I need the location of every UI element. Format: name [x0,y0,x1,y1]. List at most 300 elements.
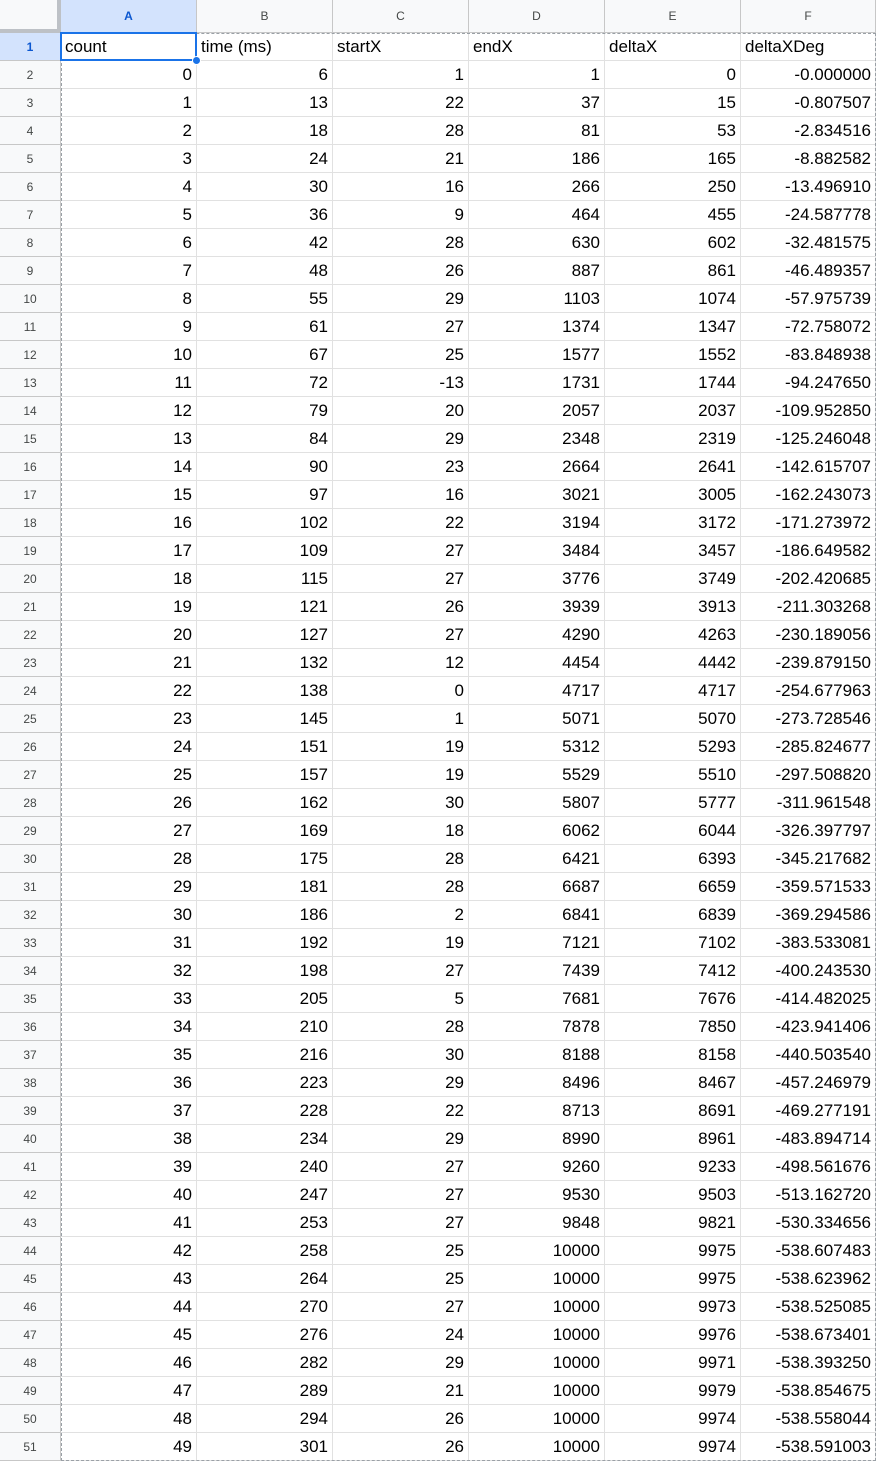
row-header-42[interactable]: 42 [0,1181,61,1209]
table-cell[interactable]: 28 [333,845,469,873]
row-header-2[interactable]: 2 [0,61,61,89]
table-cell[interactable]: 8 [61,285,197,313]
table-cell[interactable]: 186 [197,901,333,929]
table-cell[interactable]: 2664 [469,453,605,481]
table-cell[interactable]: -24.587778 [741,201,876,229]
table-cell[interactable]: 115 [197,565,333,593]
table-cell[interactable]: 22 [61,677,197,705]
table-cell[interactable]: 250 [605,173,741,201]
table-cell[interactable]: 9233 [605,1153,741,1181]
table-cell[interactable]: 276 [197,1321,333,1349]
table-cell[interactable]: 7 [61,257,197,285]
table-cell[interactable]: 228 [197,1097,333,1125]
table-cell[interactable]: 9 [333,201,469,229]
table-cell[interactable]: 4454 [469,649,605,677]
table-cell[interactable]: -513.162720 [741,1181,876,1209]
table-cell[interactable]: 19 [333,929,469,957]
table-cell[interactable]: 223 [197,1069,333,1097]
table-cell[interactable]: 9848 [469,1209,605,1237]
table-cell[interactable]: 61 [197,313,333,341]
table-cell[interactable]: 266 [469,173,605,201]
table-cell[interactable]: 35 [61,1041,197,1069]
table-cell[interactable]: -538.623962 [741,1265,876,1293]
table-cell[interactable]: 132 [197,649,333,677]
row-header-10[interactable]: 10 [0,285,61,313]
table-cell[interactable]: 3172 [605,509,741,537]
row-header-37[interactable]: 37 [0,1041,61,1069]
table-cell[interactable]: 109 [197,537,333,565]
table-cell[interactable]: -538.607483 [741,1237,876,1265]
table-cell[interactable]: 28 [333,229,469,257]
table-cell[interactable]: 5529 [469,761,605,789]
row-header-17[interactable]: 17 [0,481,61,509]
table-cell[interactable]: 28 [333,1013,469,1041]
table-cell[interactable]: 3005 [605,481,741,509]
table-cell[interactable]: -457.246979 [741,1069,876,1097]
table-cell[interactable]: 0 [605,61,741,89]
table-cell[interactable]: 10000 [469,1265,605,1293]
row-header-21[interactable]: 21 [0,593,61,621]
table-cell[interactable]: 138 [197,677,333,705]
table-cell[interactable]: 3 [61,145,197,173]
table-cell[interactable]: 20 [333,397,469,425]
table-cell[interactable]: 7121 [469,929,605,957]
table-cell[interactable]: 9976 [605,1321,741,1349]
column-title-cell[interactable]: deltaXDeg [741,33,876,61]
table-cell[interactable]: -186.649582 [741,537,876,565]
table-cell[interactable]: -345.217682 [741,845,876,873]
row-header-16[interactable]: 16 [0,453,61,481]
table-cell[interactable]: 270 [197,1293,333,1321]
table-cell[interactable]: 8188 [469,1041,605,1069]
table-cell[interactable]: -538.558044 [741,1405,876,1433]
table-cell[interactable]: 186 [469,145,605,173]
table-cell[interactable]: 33 [61,985,197,1013]
table-cell[interactable]: 42 [197,229,333,257]
column-header-f[interactable]: F [741,0,876,33]
table-cell[interactable]: 27 [333,1153,469,1181]
table-cell[interactable]: 169 [197,817,333,845]
table-cell[interactable]: 37 [469,89,605,117]
table-cell[interactable]: 1552 [605,341,741,369]
table-cell[interactable]: -369.294586 [741,901,876,929]
table-cell[interactable]: -359.571533 [741,873,876,901]
row-header-6[interactable]: 6 [0,173,61,201]
table-cell[interactable]: 25 [333,1265,469,1293]
table-cell[interactable]: 6421 [469,845,605,873]
table-cell[interactable]: 45 [61,1321,197,1349]
table-cell[interactable]: 1 [333,705,469,733]
table-cell[interactable]: 9973 [605,1293,741,1321]
table-cell[interactable]: 19 [333,761,469,789]
table-cell[interactable]: 2641 [605,453,741,481]
table-cell[interactable]: 162 [197,789,333,817]
row-header-34[interactable]: 34 [0,957,61,985]
table-cell[interactable]: 28 [61,845,197,873]
table-cell[interactable]: 151 [197,733,333,761]
table-cell[interactable]: 1744 [605,369,741,397]
table-cell[interactable]: 6393 [605,845,741,873]
row-header-49[interactable]: 49 [0,1377,61,1405]
table-cell[interactable]: -13 [333,369,469,397]
table-cell[interactable]: 26 [333,1433,469,1461]
table-cell[interactable]: 2057 [469,397,605,425]
table-cell[interactable]: 42 [61,1237,197,1265]
table-cell[interactable]: -32.481575 [741,229,876,257]
table-cell[interactable]: 23 [333,453,469,481]
table-cell[interactable]: 24 [197,145,333,173]
table-cell[interactable]: 8158 [605,1041,741,1069]
table-cell[interactable]: -423.941406 [741,1013,876,1041]
table-cell[interactable]: -538.591003 [741,1433,876,1461]
table-cell[interactable]: -483.894714 [741,1125,876,1153]
row-header-31[interactable]: 31 [0,873,61,901]
table-cell[interactable]: -8.882582 [741,145,876,173]
table-cell[interactable]: 1074 [605,285,741,313]
row-header-25[interactable]: 25 [0,705,61,733]
table-cell[interactable]: 5070 [605,705,741,733]
row-header-28[interactable]: 28 [0,789,61,817]
table-cell[interactable]: -400.243530 [741,957,876,985]
table-cell[interactable]: 127 [197,621,333,649]
table-cell[interactable]: 27 [333,1209,469,1237]
table-cell[interactable]: 16 [61,509,197,537]
table-cell[interactable]: 5312 [469,733,605,761]
table-cell[interactable]: 455 [605,201,741,229]
table-cell[interactable]: 1 [469,61,605,89]
table-cell[interactable]: 210 [197,1013,333,1041]
table-cell[interactable]: -2.834516 [741,117,876,145]
table-cell[interactable]: 17 [61,537,197,565]
table-cell[interactable]: 55 [197,285,333,313]
table-cell[interactable]: 2319 [605,425,741,453]
table-cell[interactable]: 14 [61,453,197,481]
table-cell[interactable]: 2348 [469,425,605,453]
table-cell[interactable]: 22 [333,1097,469,1125]
table-cell[interactable]: 630 [469,229,605,257]
table-cell[interactable]: 32 [61,957,197,985]
row-header-11[interactable]: 11 [0,313,61,341]
table-cell[interactable]: 7850 [605,1013,741,1041]
table-cell[interactable]: 28 [333,117,469,145]
table-cell[interactable]: 6659 [605,873,741,901]
table-cell[interactable]: 6062 [469,817,605,845]
table-cell[interactable]: 247 [197,1181,333,1209]
table-cell[interactable]: 20 [61,621,197,649]
table-cell[interactable]: 11 [61,369,197,397]
table-cell[interactable]: 8713 [469,1097,605,1125]
table-cell[interactable]: 16 [333,173,469,201]
row-header-45[interactable]: 45 [0,1265,61,1293]
table-cell[interactable]: 30 [333,1041,469,1069]
table-cell[interactable]: 29 [333,1125,469,1153]
table-cell[interactable]: 8496 [469,1069,605,1097]
table-cell[interactable]: -125.246048 [741,425,876,453]
table-cell[interactable]: 29 [333,1069,469,1097]
table-cell[interactable]: 7102 [605,929,741,957]
table-cell[interactable]: 121 [197,593,333,621]
table-cell[interactable]: 30 [197,173,333,201]
table-cell[interactable]: 9974 [605,1405,741,1433]
table-cell[interactable]: 5071 [469,705,605,733]
table-cell[interactable]: 27 [333,313,469,341]
table-cell[interactable]: 38 [61,1125,197,1153]
table-cell[interactable]: -440.503540 [741,1041,876,1069]
table-cell[interactable]: 602 [605,229,741,257]
table-cell[interactable]: 5777 [605,789,741,817]
table-cell[interactable]: -94.247650 [741,369,876,397]
table-cell[interactable]: 8961 [605,1125,741,1153]
table-cell[interactable]: 81 [469,117,605,145]
row-header-15[interactable]: 15 [0,425,61,453]
table-cell[interactable]: 25 [333,1237,469,1265]
table-cell[interactable]: -297.508820 [741,761,876,789]
table-cell[interactable]: 12 [333,649,469,677]
column-header-d[interactable]: D [469,0,605,33]
table-cell[interactable]: -273.728546 [741,705,876,733]
table-cell[interactable]: 6839 [605,901,741,929]
row-header-20[interactable]: 20 [0,565,61,593]
table-cell[interactable]: 5 [333,985,469,1013]
column-header-c[interactable]: C [333,0,469,33]
table-cell[interactable]: 3749 [605,565,741,593]
table-cell[interactable]: 1731 [469,369,605,397]
table-cell[interactable]: 3913 [605,593,741,621]
table-cell[interactable]: -538.525085 [741,1293,876,1321]
table-cell[interactable]: 90 [197,453,333,481]
row-header-44[interactable]: 44 [0,1237,61,1265]
row-header-24[interactable]: 24 [0,677,61,705]
row-header-35[interactable]: 35 [0,985,61,1013]
table-cell[interactable]: 4442 [605,649,741,677]
table-cell[interactable]: 27 [333,621,469,649]
table-cell[interactable]: -538.854675 [741,1377,876,1405]
row-header-7[interactable]: 7 [0,201,61,229]
table-cell[interactable]: 10000 [469,1293,605,1321]
table-cell[interactable]: -383.533081 [741,929,876,957]
table-cell[interactable]: 48 [197,257,333,285]
row-header-1[interactable]: 1 [0,33,61,61]
table-cell[interactable]: -0.807507 [741,89,876,117]
row-header-23[interactable]: 23 [0,649,61,677]
table-cell[interactable]: -538.673401 [741,1321,876,1349]
table-cell[interactable]: 40 [61,1181,197,1209]
table-cell[interactable]: 198 [197,957,333,985]
table-cell[interactable]: 19 [333,733,469,761]
table-cell[interactable]: 39 [61,1153,197,1181]
table-cell[interactable]: -498.561676 [741,1153,876,1181]
row-header-19[interactable]: 19 [0,537,61,565]
table-cell[interactable]: 27 [333,1181,469,1209]
table-cell[interactable]: -469.277191 [741,1097,876,1125]
table-cell[interactable]: 30 [333,789,469,817]
table-cell[interactable]: 6 [197,61,333,89]
fill-handle[interactable] [192,56,201,65]
table-cell[interactable]: 18 [333,817,469,845]
table-cell[interactable]: -202.420685 [741,565,876,593]
row-header-43[interactable]: 43 [0,1209,61,1237]
row-header-32[interactable]: 32 [0,901,61,929]
table-cell[interactable]: 7412 [605,957,741,985]
table-cell[interactable]: -72.758072 [741,313,876,341]
table-cell[interactable]: 7676 [605,985,741,1013]
table-cell[interactable]: 15 [61,481,197,509]
row-header-18[interactable]: 18 [0,509,61,537]
table-cell[interactable]: 21 [61,649,197,677]
row-header-51[interactable]: 51 [0,1433,61,1461]
row-header-27[interactable]: 27 [0,761,61,789]
table-cell[interactable]: -142.615707 [741,453,876,481]
row-header-26[interactable]: 26 [0,733,61,761]
table-cell[interactable]: -254.677963 [741,677,876,705]
table-cell[interactable]: 43 [61,1265,197,1293]
table-cell[interactable]: 36 [197,201,333,229]
table-cell[interactable]: 1577 [469,341,605,369]
table-cell[interactable]: 1347 [605,313,741,341]
table-cell[interactable]: 48 [61,1405,197,1433]
table-cell[interactable]: 29 [333,1349,469,1377]
table-cell[interactable]: 7681 [469,985,605,1013]
row-header-39[interactable]: 39 [0,1097,61,1125]
row-header-5[interactable]: 5 [0,145,61,173]
table-cell[interactable]: 23 [61,705,197,733]
column-title-cell[interactable]: startX [333,33,469,61]
table-cell[interactable]: 10000 [469,1321,605,1349]
table-cell[interactable]: 5 [61,201,197,229]
table-cell[interactable]: -311.961548 [741,789,876,817]
table-cell[interactable]: 861 [605,257,741,285]
table-cell[interactable]: 5807 [469,789,605,817]
table-cell[interactable]: 7439 [469,957,605,985]
table-cell[interactable]: 7878 [469,1013,605,1041]
table-cell[interactable]: 4 [61,173,197,201]
table-cell[interactable]: -162.243073 [741,481,876,509]
table-cell[interactable]: 9974 [605,1433,741,1461]
table-cell[interactable]: 175 [197,845,333,873]
table-cell[interactable]: 27 [333,957,469,985]
table-cell[interactable]: 44 [61,1293,197,1321]
row-header-4[interactable]: 4 [0,117,61,145]
table-cell[interactable]: 21 [333,145,469,173]
table-cell[interactable]: 13 [61,425,197,453]
table-cell[interactable]: 181 [197,873,333,901]
table-cell[interactable]: 145 [197,705,333,733]
table-cell[interactable]: 282 [197,1349,333,1377]
table-cell[interactable]: 6841 [469,901,605,929]
table-cell[interactable]: 30 [61,901,197,929]
row-header-50[interactable]: 50 [0,1405,61,1433]
table-cell[interactable]: -211.303268 [741,593,876,621]
table-cell[interactable]: 26 [61,789,197,817]
table-cell[interactable]: 27 [333,1293,469,1321]
table-cell[interactable]: 9979 [605,1377,741,1405]
row-header-46[interactable]: 46 [0,1293,61,1321]
table-cell[interactable]: 22 [333,509,469,537]
table-cell[interactable]: 15 [605,89,741,117]
table-cell[interactable]: 53 [605,117,741,145]
table-cell[interactable]: 10000 [469,1405,605,1433]
table-cell[interactable]: 67 [197,341,333,369]
table-cell[interactable]: 5293 [605,733,741,761]
table-cell[interactable]: 258 [197,1237,333,1265]
table-cell[interactable]: 29 [333,285,469,313]
table-cell[interactable]: 4263 [605,621,741,649]
table-cell[interactable]: 34 [61,1013,197,1041]
row-header-48[interactable]: 48 [0,1349,61,1377]
table-cell[interactable]: -538.393250 [741,1349,876,1377]
table-cell[interactable]: 25 [61,761,197,789]
table-cell[interactable]: 4717 [469,677,605,705]
table-cell[interactable]: 1 [61,89,197,117]
column-title-cell[interactable]: count [61,33,197,61]
table-cell[interactable]: 25 [333,341,469,369]
table-cell[interactable]: 19 [61,593,197,621]
row-header-13[interactable]: 13 [0,369,61,397]
table-cell[interactable]: 16 [333,481,469,509]
table-cell[interactable]: 0 [333,677,469,705]
table-cell[interactable]: 240 [197,1153,333,1181]
table-cell[interactable]: 10000 [469,1433,605,1461]
table-cell[interactable]: 79 [197,397,333,425]
table-cell[interactable]: 36 [61,1069,197,1097]
table-cell[interactable]: 9971 [605,1349,741,1377]
row-header-40[interactable]: 40 [0,1125,61,1153]
table-cell[interactable]: -239.879150 [741,649,876,677]
table-cell[interactable]: 9975 [605,1265,741,1293]
column-title-cell[interactable]: deltaX [605,33,741,61]
table-cell[interactable]: 37 [61,1097,197,1125]
table-cell[interactable]: 27 [61,817,197,845]
table-cell[interactable]: 8467 [605,1069,741,1097]
table-cell[interactable]: 1 [333,61,469,89]
table-cell[interactable]: 253 [197,1209,333,1237]
table-cell[interactable]: 6687 [469,873,605,901]
table-cell[interactable]: 10000 [469,1237,605,1265]
table-cell[interactable]: 301 [197,1433,333,1461]
table-cell[interactable]: 294 [197,1405,333,1433]
row-header-38[interactable]: 38 [0,1069,61,1097]
table-cell[interactable]: 9503 [605,1181,741,1209]
table-cell[interactable]: 22 [333,89,469,117]
table-cell[interactable]: 10 [61,341,197,369]
table-cell[interactable]: 9260 [469,1153,605,1181]
table-cell[interactable]: 24 [61,733,197,761]
column-title-cell[interactable]: time (ms) [197,33,333,61]
table-cell[interactable]: 41 [61,1209,197,1237]
table-cell[interactable]: 26 [333,1405,469,1433]
table-cell[interactable]: -46.489357 [741,257,876,285]
table-cell[interactable]: 216 [197,1041,333,1069]
table-cell[interactable]: 8990 [469,1125,605,1153]
table-cell[interactable]: 18 [61,565,197,593]
row-header-9[interactable]: 9 [0,257,61,285]
table-cell[interactable]: 9 [61,313,197,341]
table-cell[interactable]: -13.496910 [741,173,876,201]
table-cell[interactable]: -83.848938 [741,341,876,369]
table-cell[interactable]: 12 [61,397,197,425]
table-cell[interactable]: 24 [333,1321,469,1349]
table-cell[interactable]: 165 [605,145,741,173]
row-header-30[interactable]: 30 [0,845,61,873]
column-header-a[interactable]: A [61,0,197,33]
row-header-47[interactable]: 47 [0,1321,61,1349]
table-cell[interactable]: 27 [333,537,469,565]
row-header-8[interactable]: 8 [0,229,61,257]
table-cell[interactable]: 3776 [469,565,605,593]
table-cell[interactable]: 10000 [469,1377,605,1405]
table-cell[interactable]: 47 [61,1377,197,1405]
table-cell[interactable]: 3194 [469,509,605,537]
